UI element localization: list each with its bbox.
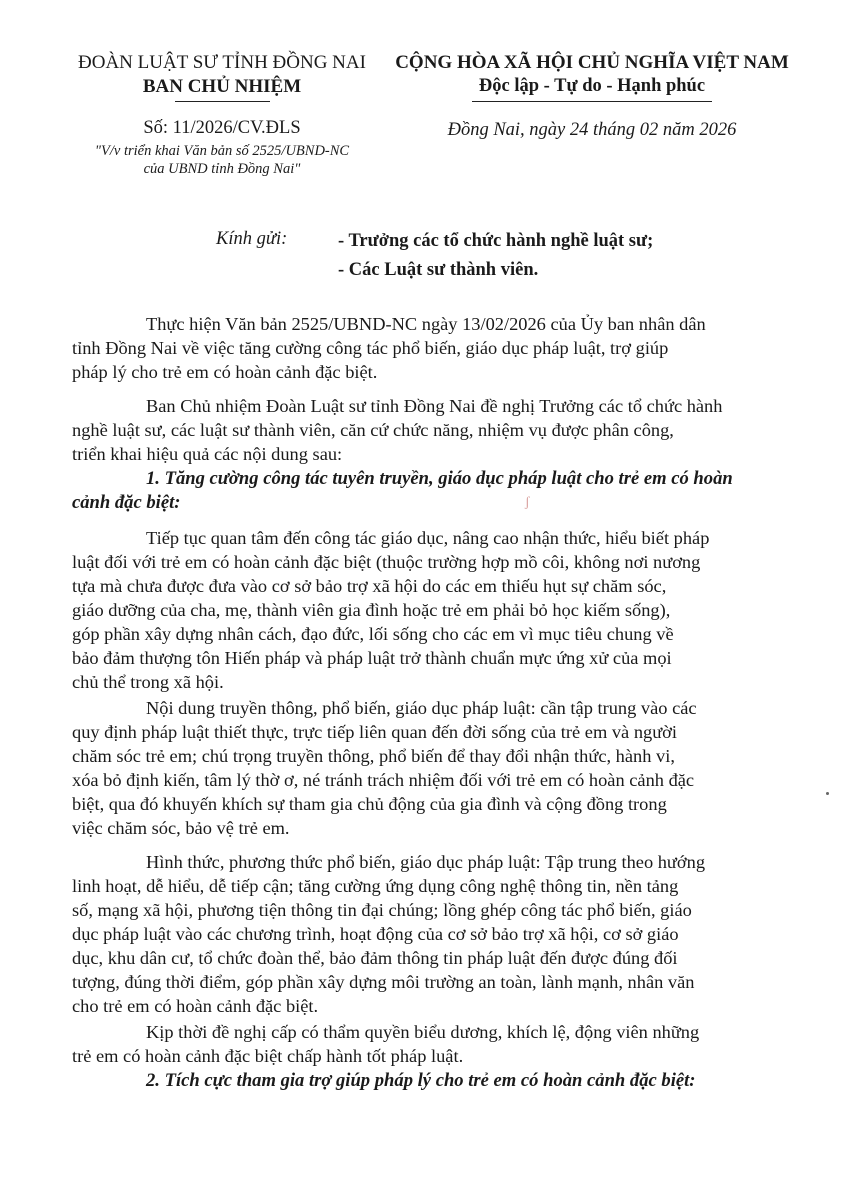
paragraph-line: số, mạng xã hội, phương tiện thông tin đại chúng; lồng ghép công tác phổ biến, giáo	[72, 900, 692, 920]
paragraph-line: tượng, đúng thời điểm, góp phần xây dựng môi trường an toàn, lành mạnh, nhân văn	[72, 972, 695, 992]
national-title: CỘNG HÒA XÃ HỘI CHỦ NGHĨA VIỆT NAM	[395, 52, 789, 73]
document-subject-line2: của UBND tỉnh Đồng Nai"	[143, 161, 301, 177]
national-motto: Độc lập - Tự do - Hạnh phúc	[478, 76, 706, 96]
paragraph-line: dục pháp luật vào các chương trình, hoạt động của cơ sở bảo trợ xã hội, cơ sở giáo	[72, 924, 679, 944]
section-1-heading: cảnh đặc biệt:	[72, 492, 181, 513]
paragraph-line: xóa bỏ định kiến, tâm lý thờ ơ, né tránh trách nhiệm đối với trẻ em có hoàn cảnh đặc	[72, 770, 695, 790]
document-date: Đồng Nai, ngày 24 tháng 02 năm 2026	[447, 120, 737, 140]
scan-speck	[826, 792, 829, 795]
paragraph-line: triển khai hiệu quả các nội dung sau:	[72, 444, 343, 464]
paragraph-line: nghề luật sư, các luật sư thành viên, căn cứ chức năng, nhiệm vụ được phân công,	[72, 420, 674, 440]
org-underline	[175, 101, 270, 102]
recipient-item: - Các Luật sư thành viên.	[338, 260, 539, 280]
section-1-heading: 1. Tăng cường công tác tuyên truyền, giáo dục pháp luật cho trẻ em có hoàn	[146, 468, 733, 489]
paragraph-line: Thực hiện Văn bản 2525/UBND-NC ngày 13/02/2026 của Ủy ban nhân dân	[146, 314, 706, 334]
paragraph-line: chăm sóc trẻ em; chú trọng truyền thông, phổ biến để thay đổi nhận thức, hành vi,	[72, 746, 675, 766]
paragraph-line: cho trẻ em có hoàn cảnh đặc biệt.	[72, 996, 319, 1016]
paragraph-line: bảo đảm thượng tôn Hiến pháp và pháp luật trở thành chuẩn mực ứng xử của mọi	[72, 648, 672, 668]
handwritten-mark: ʃ	[525, 495, 530, 510]
section-2-heading: 2. Tích cực tham gia trợ giúp pháp lý cho trẻ em có hoàn cảnh đặc biệt:	[146, 1070, 696, 1091]
paragraph-line: linh hoạt, dễ hiểu, dễ tiếp cận; tăng cường ứng dụng công nghệ thông tin, nền tảng	[72, 876, 679, 896]
paragraph-line: luật đối với trẻ em có hoàn cảnh đặc biệt (thuộc trường hợp mồ côi, không nơi nương	[72, 552, 701, 572]
paragraph-line: Ban Chủ nhiệm Đoàn Luật sư tỉnh Đồng Nai đề nghị Trưởng các tổ chức hành	[146, 396, 723, 416]
paragraph-line: tựa mà chưa được đưa vào cơ sở bảo trợ xã hội do các em thiếu hụt sự chăm sóc,	[72, 576, 667, 596]
paragraph-line: tỉnh Đồng Nai về việc tăng cường công tác phổ biến, giáo dục pháp luật, trợ giúp	[72, 338, 669, 358]
issuing-org-unit: BAN CHỦ NHIỆM	[142, 76, 302, 97]
paragraph-line: Kịp thời đề nghị cấp có thẩm quyền biểu dương, khích lệ, động viên những	[146, 1022, 700, 1042]
paragraph-line: Tiếp tục quan tâm đến công tác giáo dục, nâng cao nhận thức, hiểu biết pháp	[146, 528, 710, 548]
paragraph-line: giáo dưỡng của cha, mẹ, thành viên gia đình hoặc trẻ em phải bỏ học kiếm sống),	[72, 600, 671, 620]
paragraph-line: góp phần xây dựng nhân cách, đạo đức, lối sống cho các em vì mục tiêu chung về	[72, 624, 674, 644]
paragraph-line: Nội dung truyền thông, phổ biến, giáo dục pháp luật: cần tập trung vào các	[146, 698, 697, 718]
paragraph-line: pháp lý cho trẻ em có hoàn cảnh đặc biệt.	[72, 362, 378, 382]
paragraph-line: quy định pháp luật thiết thực, trực tiếp liên quan đến đời sống của trẻ em và người	[72, 722, 678, 742]
paragraph-line: việc chăm sóc, bảo vệ trẻ em.	[72, 818, 290, 838]
paragraph-line: dục, khu dân cư, tổ chức đoàn thể, bảo đảm thông tin pháp luật đến được đúng đối	[72, 948, 678, 968]
paragraph-line: chủ thể trong xã hội.	[72, 672, 224, 692]
issuing-org-name: ĐOÀN LUẬT SƯ TỈNH ĐỒNG NAI	[78, 52, 366, 73]
recipient-item: - Trưởng các tổ chức hành nghề luật sư;	[338, 231, 654, 251]
greeting-label: Kính gửi:	[216, 229, 288, 249]
motto-underline	[472, 101, 712, 102]
paragraph-line: Hình thức, phương thức phổ biến, giáo dục pháp luật: Tập trung theo hướng	[146, 852, 706, 872]
paragraph-line: trẻ em có hoàn cảnh đặc biệt chấp hành tốt pháp luật.	[72, 1046, 464, 1066]
document-subject-line1: "V/v triển khai Văn bản số 2525/UBND-NC	[94, 143, 350, 159]
document-number: Số: 11/2026/CV.ĐLS	[143, 118, 301, 138]
paragraph-line: biệt, qua đó khuyến khích sự tham gia chủ động của gia đình và cộng đồng trong	[72, 794, 667, 814]
